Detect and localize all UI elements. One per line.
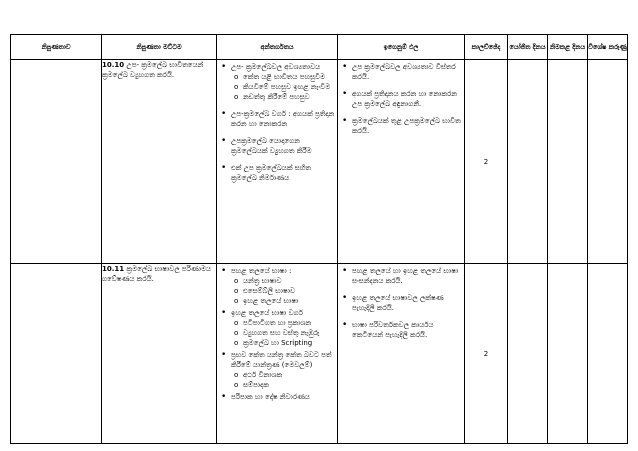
periods-cell: 2: [465, 264, 508, 444]
header-learning-outcomes: ඉගෙනුම් ඵල: [338, 35, 465, 60]
content-subitem: o කේත යළි භාවිතය පහසුවීම: [243, 72, 337, 82]
special-notes-cell: [588, 60, 628, 264]
content-item-text: ඉහළ තලයේ භාෂා වර්ග: [231, 309, 303, 317]
content-subitem: o සම්පාදක: [243, 380, 337, 390]
content-cell: [217, 60, 338, 264]
learning-outcomes-cell: [338, 60, 465, 264]
competency-level-number: 10.10: [102, 61, 125, 69]
competency-cell: [11, 264, 102, 444]
header-proposed-date: යෝජිත දිනය: [508, 35, 548, 60]
content-item-text: පහළ තලයේ භාෂා :: [231, 267, 292, 275]
special-notes-cell: [588, 264, 628, 444]
competency-cell: [11, 60, 102, 264]
content-cell: [217, 264, 338, 444]
content-subitem: o යන්ත්‍ර භාෂාව: [243, 276, 337, 286]
content-subitem: o ව්‍යුහගත සහ වස්තු නැඹුරු: [243, 328, 337, 338]
content-subitem: o පටිපාටිගත හා ප්‍රකාශන: [243, 318, 337, 328]
header-periods: කාලච්ඡේද: [465, 35, 508, 60]
outcome-item: • පහළ තලයේ හා ඉහළ තලයේ භාෂා සංසන්දනය කරයි.: [352, 266, 464, 286]
header-competency: නිපුණතාව: [11, 35, 102, 60]
table-row: [11, 60, 628, 264]
proposed-date-cell: [508, 60, 548, 264]
periods-cell: 2: [465, 60, 508, 264]
content-subitem: o ඉහළ තලයේ භාෂා: [243, 296, 337, 306]
outcome-item: • භාෂා පරිවර්තකවල කාර්යය කෙටියෙන් පැහැදිලි කරයි.: [352, 320, 464, 340]
outcome-item: • ක්‍රමලේඛයක් තුළ උපක්‍රමලේඛ භාවිත කරයි.: [352, 116, 464, 136]
competency-level-cell: [102, 60, 217, 264]
content-item: • පරිපාක හා දෝෂ නිවාරණය: [231, 392, 337, 402]
completed-date-cell: [548, 264, 588, 444]
header-completed-date: නිමකළ දිනය: [548, 35, 588, 60]
content-item: [231, 62, 337, 102]
table-row: [11, 264, 628, 444]
content-item-text: උප- ක්‍රමලේඛවල අවශ්‍යතාවය: [231, 63, 321, 71]
content-item: [231, 266, 337, 306]
outcome-item: • අගයක් ප්‍රතිදානය කරන හා නොකරන උප ක්‍රමලේඛ අඳුනාගනී.: [352, 89, 464, 109]
content-item: [231, 350, 337, 390]
competency-level-text: ක්‍රමලේඛ භාෂාවල පරිණාමය ගවේෂණය කරයි.: [102, 265, 212, 283]
syllabus-table: [10, 34, 628, 444]
header-content: අන්තර්ගතය: [217, 35, 338, 60]
competency-level-number: 10.11: [102, 265, 125, 273]
content-item-text: ප්‍රභව කේත යන්ත්‍ර කේත බවට පත් කිරීමේ යාන්ත්‍රණ (මෙවලම්): [231, 351, 332, 369]
content-subitem: o ක්‍රමලේඛ හා Scripting: [243, 338, 337, 348]
content-item: • එක් උප ක්‍රමලේඛයක් සහිත ක්‍රමලේඛ නිර්මාණය: [231, 163, 337, 183]
content-subitem: o නඩත්තු කිරීමේ පහසුව: [243, 92, 337, 102]
header-row: [11, 35, 628, 60]
header-competency-level: නිපුණතා මට්ටම: [102, 35, 217, 60]
competency-level-cell: [102, 264, 217, 444]
competency-level-text: උප- ක්‍රමලේඛ භාවිතයෙන් ක්‍රමලේඛ ව්‍යුහගත කරයි.: [102, 61, 204, 79]
content-subitem: o එසෙම්බ්ලි භාෂාව: [243, 286, 337, 296]
outcome-item: • ඉහළ තලයේ භාෂාවල ලක්ෂණ පැහැදිලි කරයි.: [352, 293, 464, 313]
content-subitem: o කියවීමේ පහසුව ඉහළ නැංවීම: [243, 82, 337, 92]
header-special-notes: විශේෂ කරුණු: [588, 35, 628, 60]
content-item: • උපක්‍රමලේඛ යොදාගෙන ක්‍රමලේඛයක් ව්‍යුහගත කිරීම: [231, 136, 337, 156]
content-subitem: o අර්ථ විනාශක: [243, 370, 337, 380]
completed-date-cell: [548, 60, 588, 264]
content-item: • උප-ක්‍රමලේඛ වර්ග : අගයක් ප්‍රතිදාන කරන හා නොකරන: [231, 109, 337, 129]
proposed-date-cell: [508, 264, 548, 444]
content-item: [231, 308, 337, 348]
outcome-item: • උප ක්‍රමලේඛවල අවශ්‍යතාව විස්තර කරයි.: [352, 62, 464, 82]
learning-outcomes-cell: [338, 264, 465, 444]
